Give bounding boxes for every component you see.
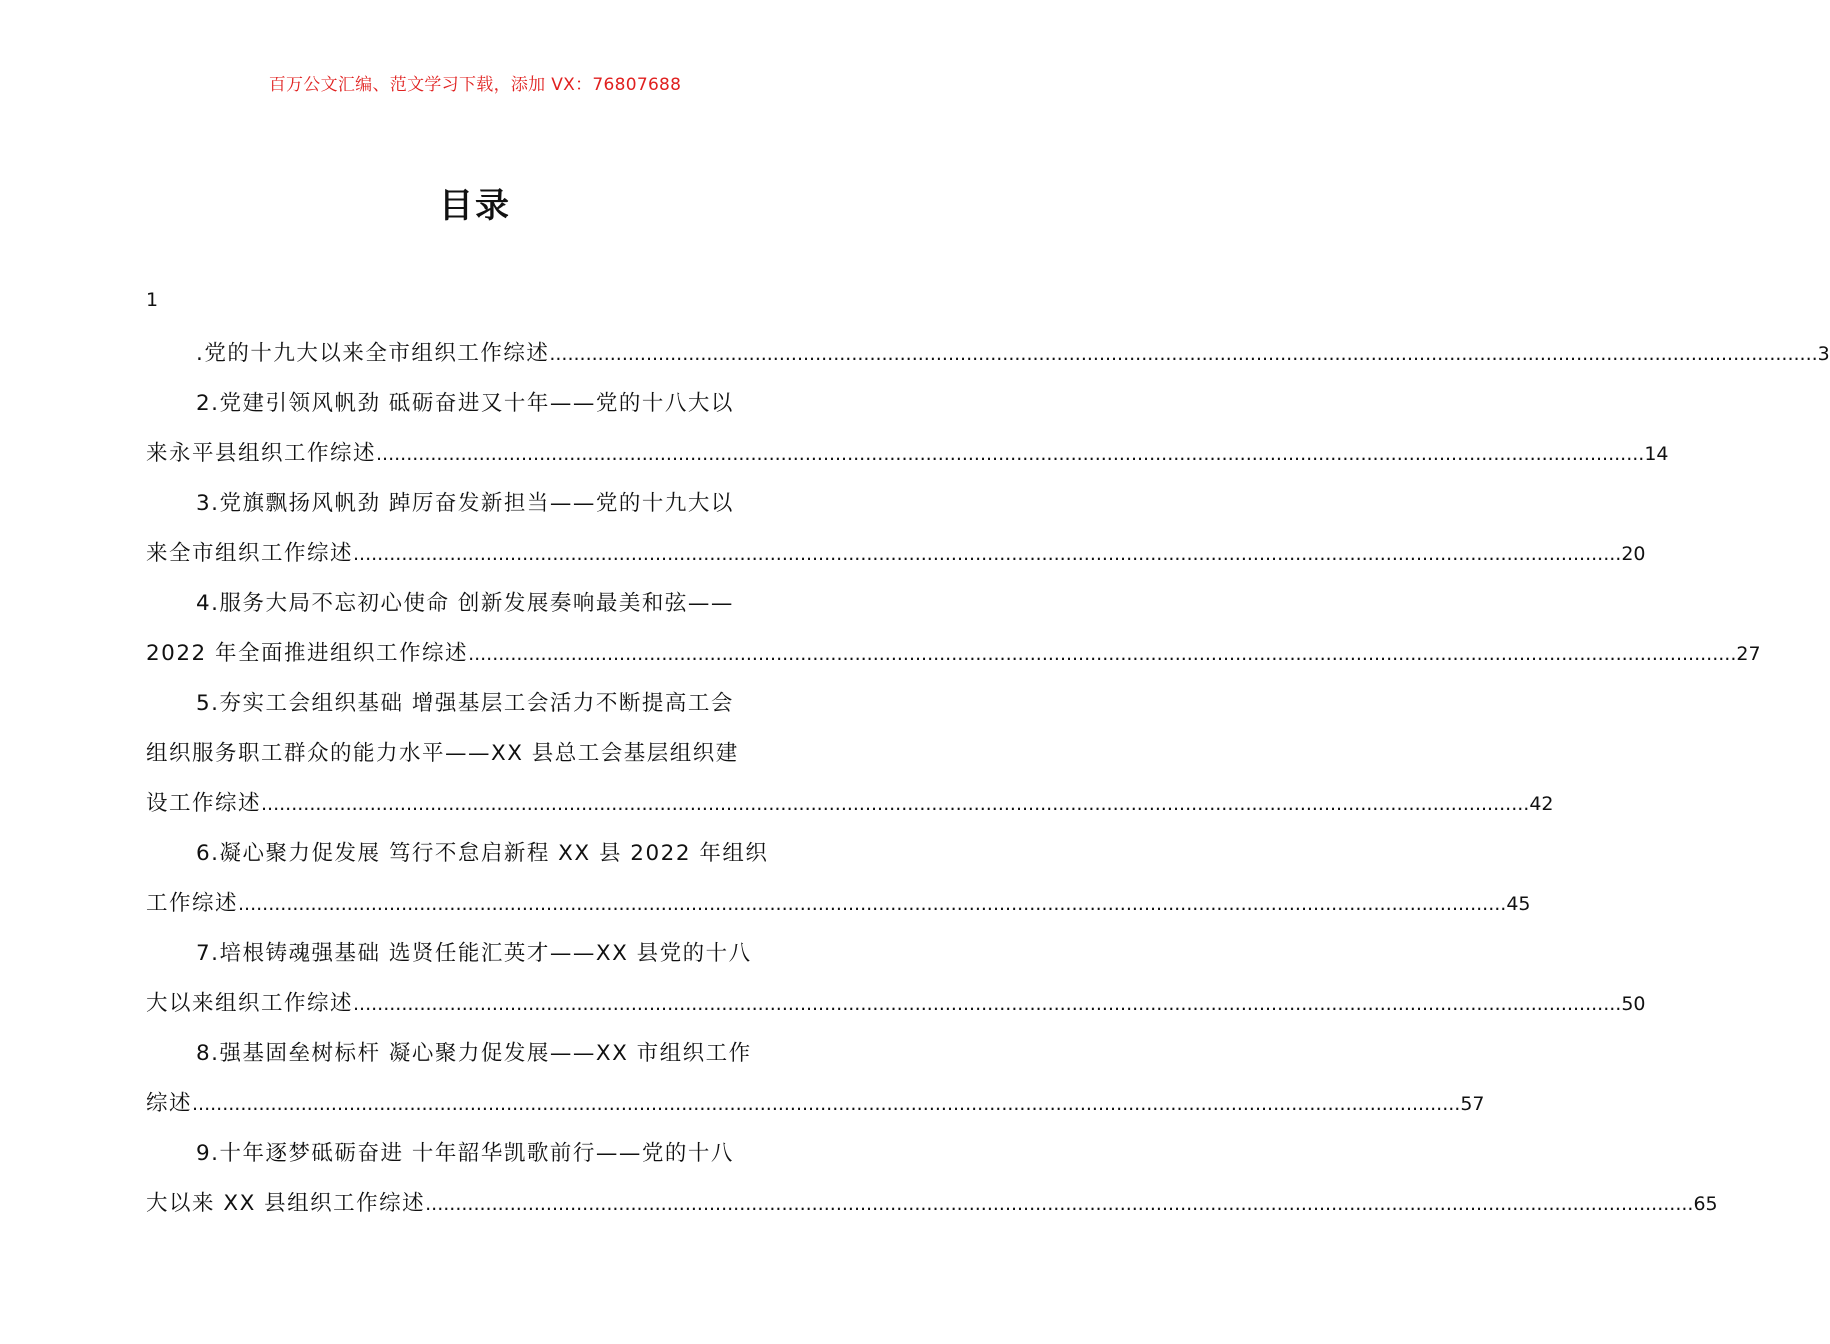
toc-entry-text: 来全市组织工作综述 bbox=[146, 541, 354, 566]
toc-entry-line bbox=[146, 979, 1646, 1029]
toc-entry-line bbox=[146, 579, 806, 629]
toc-entry-line bbox=[146, 529, 1646, 579]
toc-entry-line bbox=[146, 629, 1761, 679]
dot-leader bbox=[261, 779, 1529, 829]
dot-leader bbox=[376, 429, 1644, 479]
toc-page-number: 42 bbox=[1529, 793, 1554, 815]
toc-entry-line bbox=[146, 829, 806, 879]
toc-entry-text: 3.党旗飘扬风帆劲 踔厉奋发新担当——党的十九大以 bbox=[196, 491, 734, 516]
toc-entry-text: 2022 年全面推进组织工作综述 bbox=[146, 641, 469, 666]
toc-entry-line bbox=[146, 1029, 806, 1079]
toc-entry-text: 9.十年逐梦砥砺奋进 十年韶华凯歌前行——党的十八 bbox=[196, 1141, 734, 1166]
toc-entry-line bbox=[146, 329, 1830, 379]
toc-entry-text: 大以来组织工作综述 bbox=[146, 991, 354, 1016]
dot-leader bbox=[353, 979, 1621, 1029]
toc-entry-line bbox=[146, 379, 806, 429]
toc-entry-text: 4.服务大局不忘初心使命 创新发展奏响最美和弦—— bbox=[196, 591, 734, 616]
toc-entry[interactable] bbox=[146, 479, 1646, 579]
toc-entry-line bbox=[146, 779, 1554, 829]
toc-entry[interactable] bbox=[146, 929, 1646, 1029]
toc-entry[interactable] bbox=[146, 379, 1669, 479]
watermark-header: 百万公文汇编、范文学习下载，添加 VX：76807688 bbox=[268, 75, 682, 95]
toc-page-number: 3 bbox=[1817, 343, 1830, 365]
toc-entry-text: 2.党建引领风帆劲 砥砺奋进又十年——党的十八大以 bbox=[196, 391, 734, 416]
toc-entry-text: 来永平县组织工作综述 bbox=[146, 441, 377, 466]
page-title: 目录 bbox=[439, 186, 511, 226]
toc-entry-line bbox=[146, 1079, 1485, 1129]
toc-entry-line bbox=[146, 1129, 806, 1179]
toc-page-number: 65 bbox=[1693, 1193, 1718, 1215]
dot-leader bbox=[425, 1179, 1693, 1229]
toc-entry-text: 综述 bbox=[146, 1091, 193, 1116]
dot-leader bbox=[238, 879, 1506, 929]
toc-entry-line bbox=[146, 679, 806, 729]
table-of-contents bbox=[146, 329, 1830, 1229]
toc-page-number: 20 bbox=[1621, 543, 1646, 565]
toc-page-number: 45 bbox=[1506, 893, 1531, 915]
toc-page-number: 57 bbox=[1460, 1093, 1485, 1115]
toc-entry[interactable] bbox=[146, 329, 1830, 379]
toc-entry-line bbox=[146, 479, 806, 529]
toc-page-number: 27 bbox=[1736, 643, 1761, 665]
toc-entry-text: 6.凝心聚力促发展 笃行不怠启新程 XX 县 2022 年组织 bbox=[196, 841, 769, 866]
toc-entry-text: 工作综述 bbox=[146, 891, 239, 916]
toc-entry-text: 组织服务职工群众的能力水平——XX 县总工会基层组织建 bbox=[146, 741, 739, 766]
toc-entry[interactable] bbox=[146, 1029, 1485, 1129]
toc-entry-text: 7.培根铸魂强基础 选贤任能汇英才——XX 县党的十八 bbox=[196, 941, 752, 966]
toc-entry-text: 大以来 XX 县组织工作综述 bbox=[146, 1191, 426, 1216]
dot-leader bbox=[549, 329, 1817, 379]
toc-entry[interactable] bbox=[146, 579, 1761, 679]
toc-entry-text: 设工作综述 bbox=[146, 791, 262, 816]
dot-leader bbox=[192, 1079, 1460, 1129]
section-number: 1 bbox=[146, 289, 159, 311]
toc-entry[interactable] bbox=[146, 1129, 1718, 1229]
toc-page-number: 50 bbox=[1621, 993, 1646, 1015]
toc-entry[interactable] bbox=[146, 679, 1554, 829]
toc-entry-line bbox=[146, 429, 1669, 479]
toc-entry-line bbox=[146, 879, 1531, 929]
toc-entry-line bbox=[146, 729, 806, 779]
toc-entry-text: 8.强基固垒树标杆 凝心聚力促发展——XX 市组织工作 bbox=[196, 1041, 752, 1066]
dot-leader bbox=[353, 529, 1621, 579]
toc-entry-line bbox=[146, 1179, 1718, 1229]
toc-entry-text: 5.夯实工会组织基础 增强基层工会活力不断提高工会 bbox=[196, 691, 734, 716]
toc-entry[interactable] bbox=[146, 829, 1531, 929]
toc-page-number: 14 bbox=[1644, 443, 1669, 465]
toc-entry-text: .党的十九大以来全市组织工作综述 bbox=[196, 341, 550, 366]
dot-leader bbox=[468, 629, 1736, 679]
toc-entry-line bbox=[146, 929, 806, 979]
